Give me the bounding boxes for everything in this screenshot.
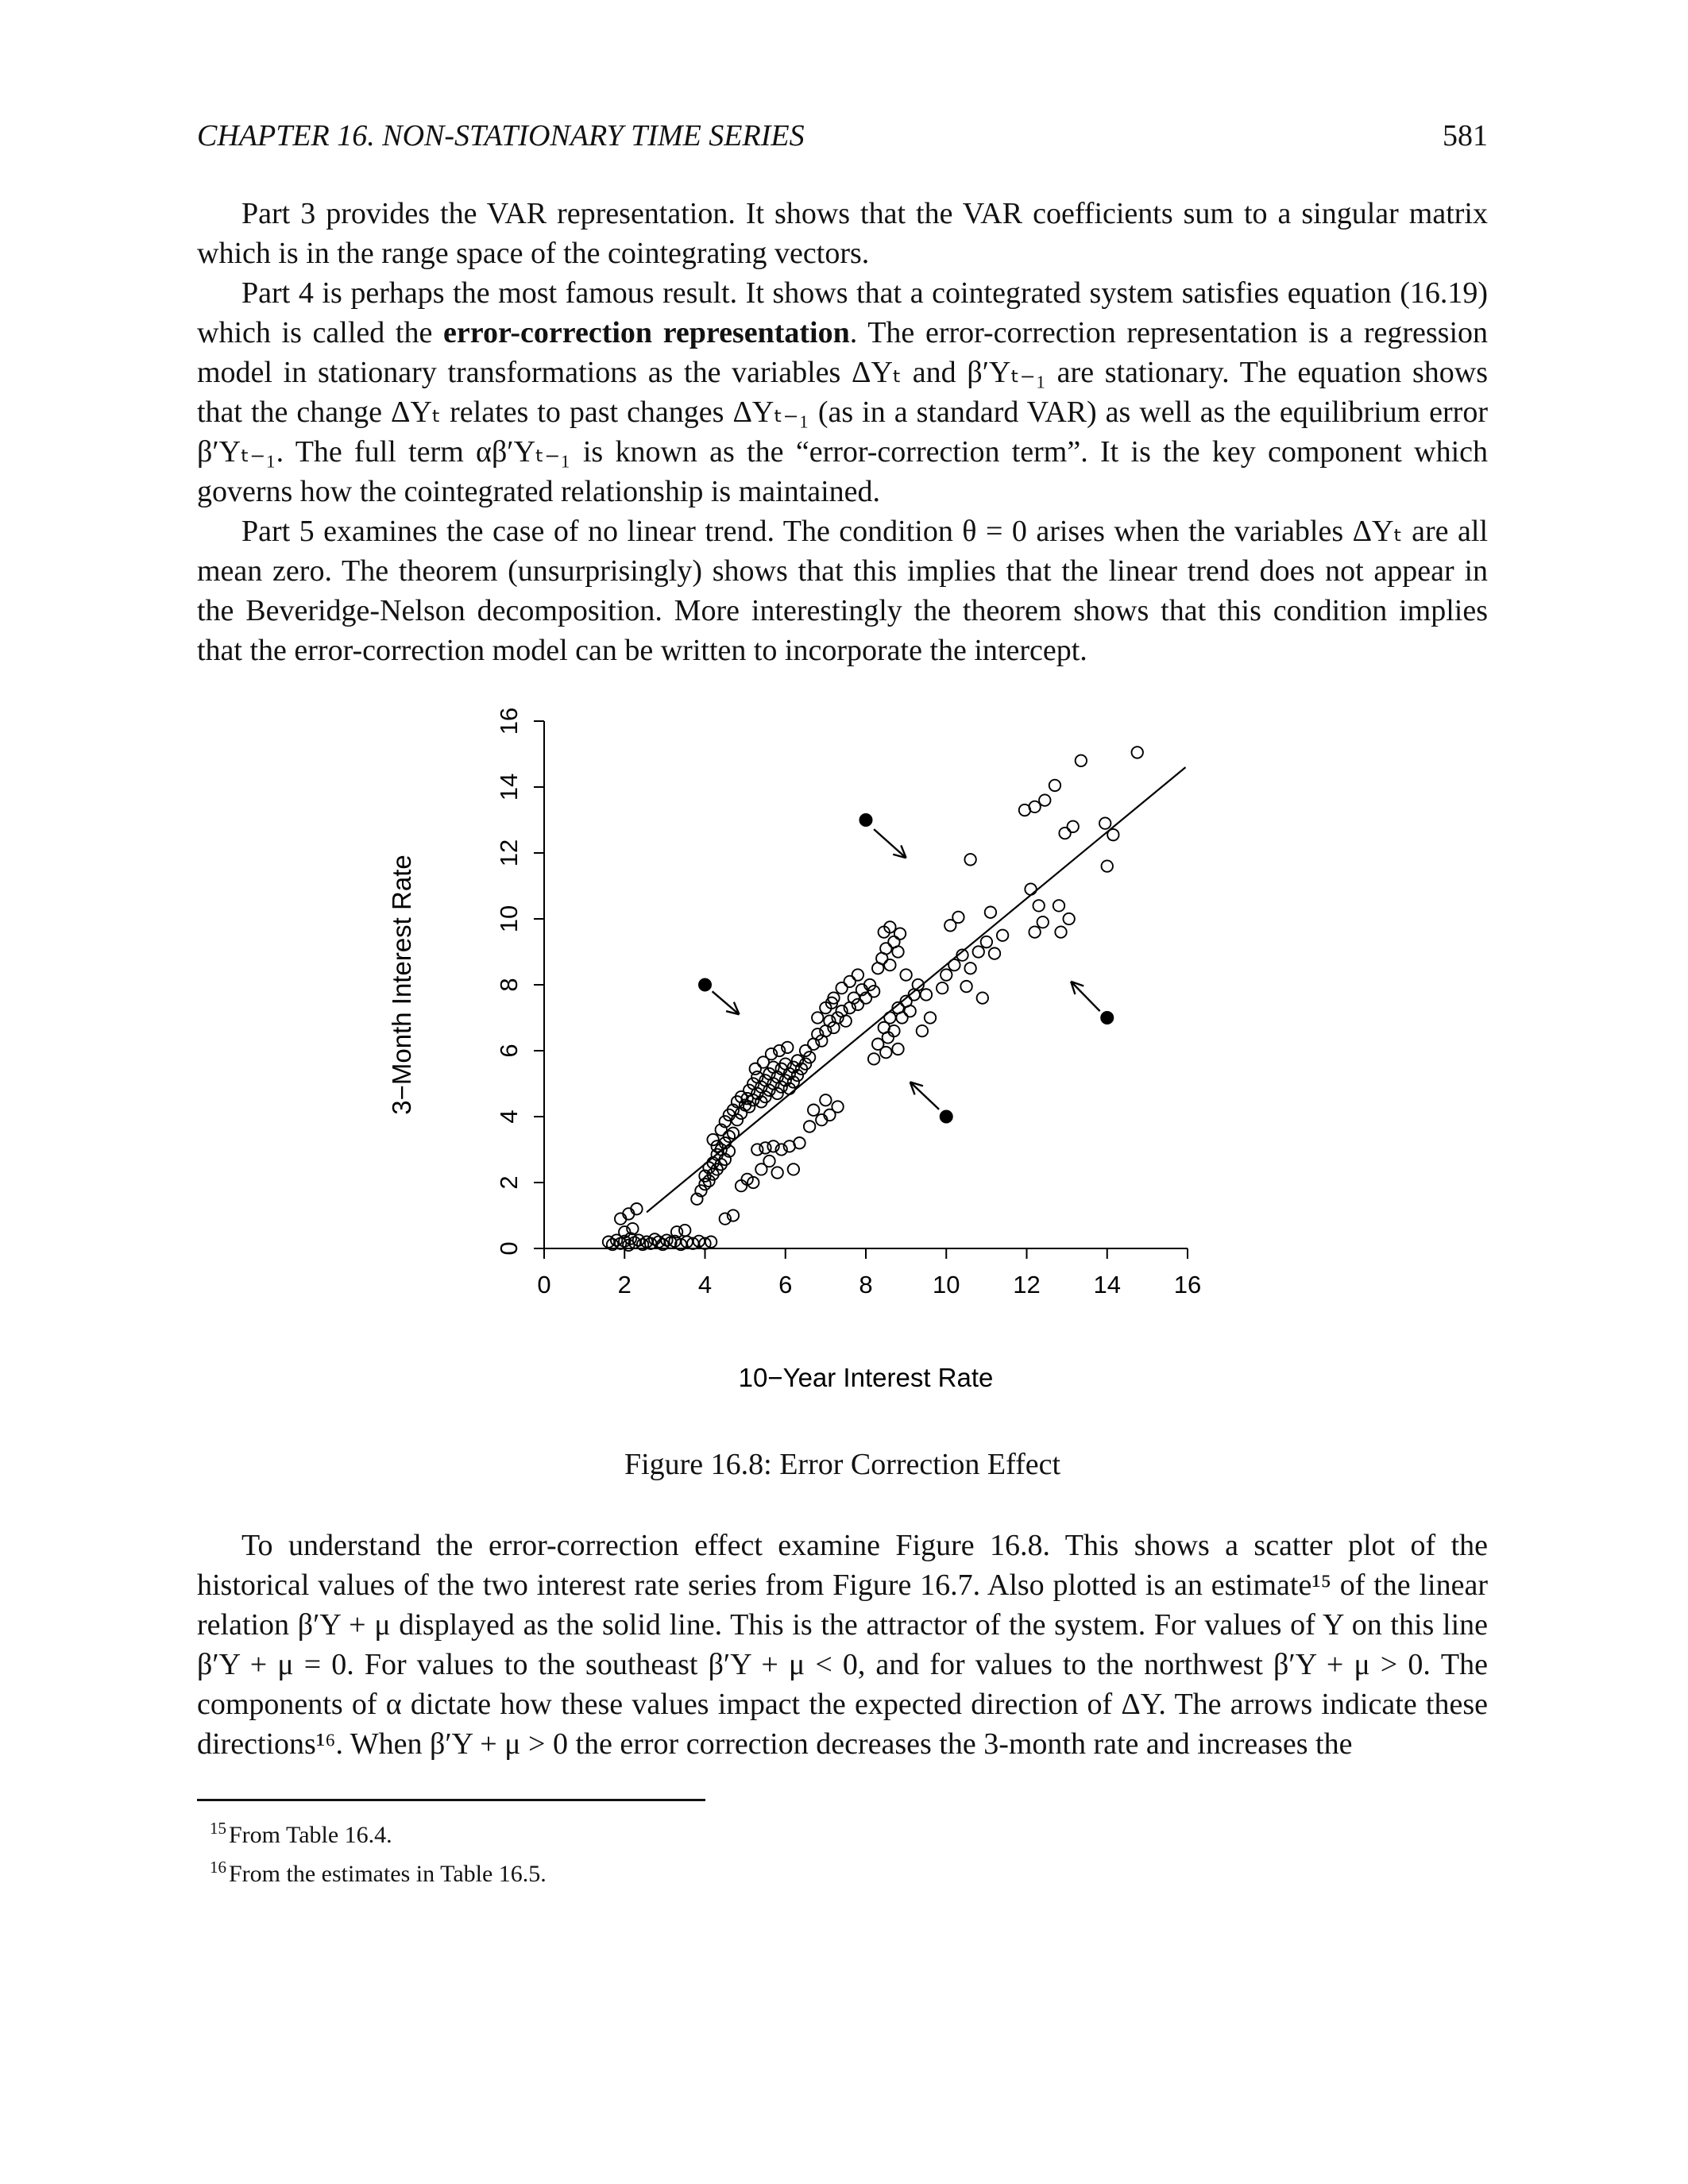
paragraph-part3: Part 3 provides the VAR representation. It shows that the VAR coefficients sum to a singular matrix which is in the range space of the cointegrating vectors. [197, 197, 1488, 270]
svg-text:10: 10 [933, 1271, 960, 1298]
paragraph-part4-post: . The error-correction representation is a regression model in stationary transformations as the variables ΔYₜ and β′Yₜ₋₁ are stationary. The equation shows that the change ΔYₜ relates to past changes ΔYₜ₋₁ (as in a standard VAR) as well as the equilibrium error β′Yₜ₋₁. The full term αβ′Yₜ₋₁ is known as the “error-correction term”. It is the key component which governs how the cointegrated relationship is maintained. [197, 316, 1488, 508]
svg-text:16: 16 [1173, 1271, 1202, 1298]
svg-text:2: 2 [495, 1175, 523, 1190]
svg-text:12: 12 [495, 839, 523, 867]
footnote-16-text: From the estimates in Table 16.5. [229, 1861, 547, 1887]
svg-text:6: 6 [778, 1271, 793, 1298]
svg-text:4: 4 [495, 1109, 523, 1124]
figure-16-8 [197, 702, 1488, 1482]
svg-text:2: 2 [617, 1271, 632, 1298]
svg-text:16: 16 [495, 707, 523, 735]
page-number: 581 [1443, 119, 1488, 152]
figure-caption: Figure 16.8: Error Correction Effect [624, 1448, 1061, 1481]
svg-text:12: 12 [1013, 1271, 1041, 1298]
chapter-title: CHAPTER 16. NON-STATIONARY TIME SERIES [197, 119, 805, 152]
paragraph-part4 [197, 273, 1488, 511]
footnote-15 [197, 1812, 1488, 1851]
paragraph-part5: Part 5 examines the case of no linear trend. The condition θ = 0 arises when the variables ΔYₜ are all mean zero. The theorem (unsurprisingly) shows that this implies that the linear trend does not appear in the Beveridge-Nelson decomposition. More interestingly the theorem shows that this condition implies that the error-correction model can be written to incorporate the intercept. [197, 515, 1488, 667]
svg-text:8: 8 [495, 978, 523, 992]
paragraph-part4-pre: Part 4 is perhaps the most famous result. It shows that a cointegrated system satisfies equation (16.19) which is called the [197, 276, 1488, 349]
footnote-16-marker: 16 [210, 1858, 226, 1877]
body-text-top [197, 194, 1488, 670]
footnote-16 [197, 1851, 1488, 1890]
svg-text:0: 0 [495, 1241, 523, 1256]
svg-text:14: 14 [1093, 1271, 1121, 1298]
footnotes [197, 1799, 1488, 1890]
footnote-rule [197, 1799, 705, 1801]
svg-text:0: 0 [537, 1271, 551, 1298]
scatter-plot [376, 702, 1250, 1401]
body-text-bottom [197, 1526, 1488, 1764]
svg-text:10: 10 [495, 905, 523, 933]
svg-text:4: 4 [697, 1271, 713, 1298]
footnote-15-marker: 15 [210, 1819, 226, 1838]
paragraph-understanding: To understand the error-correction effect examine Figure 16.8. This shows a scatter plot of the historical values of the two interest rate series from Figure 16.7. Also plotted is an estimate¹⁵ of the linear relation β′Y + μ displayed as the solid line. This is the attractor of the system. For values of Y on this line β′Y + μ = 0. For values to the southeast β′Y + μ < 0, and for values to the northwest β′Y + μ > 0. The components of α dictate how these values impact the expected direction of ΔY. The arrows indicate these directions¹⁶. When β′Y + μ > 0 the error correction decreases the 3-month rate and increases the [197, 1529, 1488, 1761]
error-correction-bold-term: error-correction representation [443, 316, 850, 349]
svg-text:10−Year Interest Rate: 10−Year Interest Rate [738, 1363, 994, 1392]
footnote-15-text: From Table 16.4. [229, 1822, 392, 1848]
svg-text:8: 8 [859, 1271, 873, 1298]
page-header [197, 118, 1488, 154]
svg-text:3−Month Interest Rate: 3−Month Interest Rate [387, 855, 416, 1115]
svg-text:6: 6 [495, 1044, 523, 1058]
svg-text:14: 14 [495, 773, 523, 801]
